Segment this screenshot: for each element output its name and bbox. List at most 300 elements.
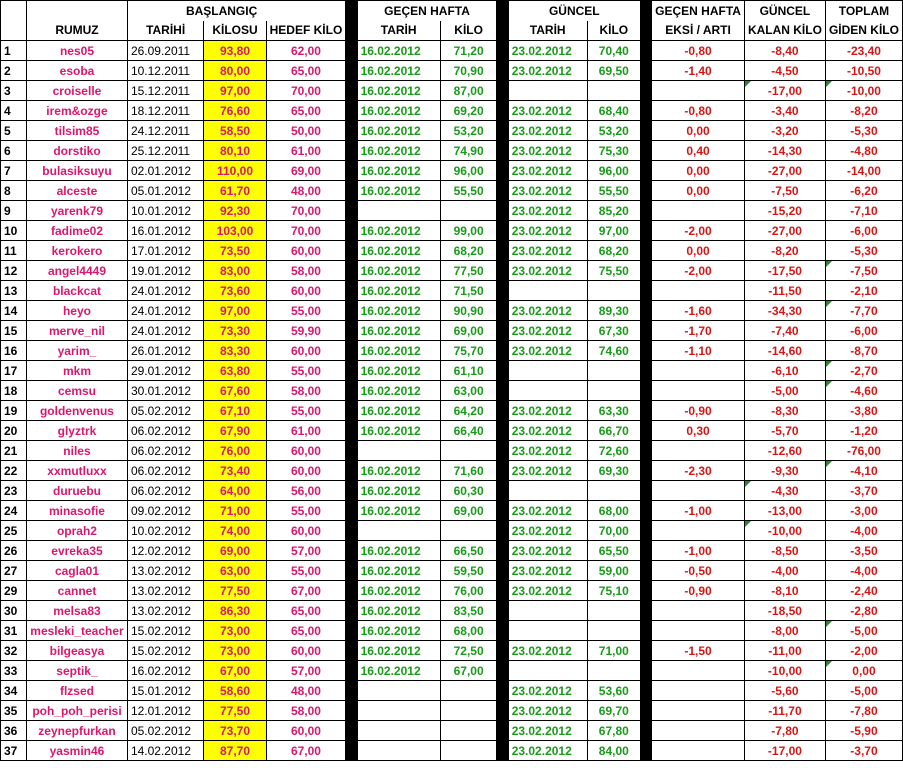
row-number[interactable]: 20	[1, 421, 27, 441]
remaining-weight-cell[interactable]: -18,50	[744, 601, 825, 621]
remaining-weight-cell[interactable]: -6,10	[744, 361, 825, 381]
start-weight-cell[interactable]: 73,00	[204, 641, 266, 661]
last-week-weight-cell[interactable]: 72,50	[440, 641, 497, 661]
remaining-weight-cell[interactable]: -14,60	[744, 341, 825, 361]
last-week-weight-cell[interactable]: 76,00	[440, 581, 497, 601]
start-weight-cell[interactable]: 73,40	[204, 461, 266, 481]
weekly-change-cell[interactable]: -0,80	[652, 41, 745, 61]
current-weight-cell[interactable]: 67,30	[587, 321, 640, 341]
weekly-change-cell[interactable]	[652, 521, 745, 541]
weekly-change-cell[interactable]: -0,90	[652, 581, 745, 601]
nickname-cell[interactable]: heyo	[27, 301, 128, 321]
row-number[interactable]: 4	[1, 101, 27, 121]
start-date-cell[interactable]: 09.02.2012	[127, 501, 203, 521]
current-weight-cell[interactable]: 70,40	[587, 41, 640, 61]
current-date-cell[interactable]: 23.02.2012	[508, 321, 587, 341]
total-lost-cell[interactable]: -3,80	[825, 401, 902, 421]
row-number[interactable]: 11	[1, 241, 27, 261]
weekly-change-cell[interactable]	[652, 81, 745, 101]
total-lost-cell[interactable]: -4,00	[825, 561, 902, 581]
weekly-change-cell[interactable]	[652, 621, 745, 641]
row-number[interactable]: 3	[1, 81, 27, 101]
total-lost-cell[interactable]: -14,00	[825, 161, 902, 181]
last-week-weight-cell[interactable]: 69,00	[440, 501, 497, 521]
start-date-cell[interactable]: 16.01.2012	[127, 221, 203, 241]
target-weight-cell[interactable]: 65,00	[266, 101, 346, 121]
nickname-cell[interactable]: esoba	[27, 61, 128, 81]
nickname-cell[interactable]: kerokero	[27, 241, 128, 261]
last-week-date-cell[interactable]	[357, 681, 440, 701]
last-week-date-cell[interactable]	[357, 741, 440, 761]
current-weight-cell[interactable]: 65,50	[587, 541, 640, 561]
start-weight-cell[interactable]: 67,00	[204, 661, 266, 681]
current-date-cell[interactable]	[508, 81, 587, 101]
weekly-change-cell[interactable]: -0,80	[652, 101, 745, 121]
last-week-date-cell[interactable]: 16.02.2012	[357, 421, 440, 441]
remaining-weight-cell[interactable]: -7,50	[744, 181, 825, 201]
nickname-cell[interactable]: tilsim85	[27, 121, 128, 141]
target-weight-cell[interactable]: 60,00	[266, 441, 346, 461]
start-weight-cell[interactable]: 58,50	[204, 121, 266, 141]
total-lost-cell[interactable]: -8,20	[825, 101, 902, 121]
current-date-cell[interactable]: 23.02.2012	[508, 461, 587, 481]
current-date-cell[interactable]: 23.02.2012	[508, 141, 587, 161]
target-weight-cell[interactable]: 55,00	[266, 401, 346, 421]
weekly-change-cell[interactable]	[652, 441, 745, 461]
current-date-cell[interactable]: 23.02.2012	[508, 561, 587, 581]
current-weight-cell[interactable]: 53,60	[587, 681, 640, 701]
remaining-weight-cell[interactable]: -8,00	[744, 621, 825, 641]
current-weight-cell[interactable]: 69,30	[587, 461, 640, 481]
nickname-cell[interactable]: merve_nil	[27, 321, 128, 341]
start-weight-cell[interactable]: 67,60	[204, 381, 266, 401]
start-date-cell[interactable]: 26.01.2012	[127, 341, 203, 361]
remaining-weight-cell[interactable]: -17,50	[744, 261, 825, 281]
total-lost-cell[interactable]: -10,00	[825, 81, 902, 101]
remaining-weight-cell[interactable]: -8,30	[744, 401, 825, 421]
current-weight-cell[interactable]: 63,30	[587, 401, 640, 421]
current-date-cell[interactable]: 23.02.2012	[508, 41, 587, 61]
last-week-date-cell[interactable]: 16.02.2012	[357, 61, 440, 81]
nickname-cell[interactable]: nes05	[27, 41, 128, 61]
remaining-weight-cell[interactable]: -10,00	[744, 661, 825, 681]
nickname-cell[interactable]: duruebu	[27, 481, 128, 501]
last-week-weight-cell[interactable]: 55,50	[440, 181, 497, 201]
weekly-change-cell[interactable]: -2,00	[652, 221, 745, 241]
nickname-cell[interactable]: blackcat	[27, 281, 128, 301]
row-number[interactable]: 13	[1, 281, 27, 301]
start-date-cell[interactable]: 15.12.2011	[127, 81, 203, 101]
current-weight-cell[interactable]: 68,00	[587, 501, 640, 521]
weekly-change-cell[interactable]: -1,50	[652, 641, 745, 661]
nickname-cell[interactable]: yasmin46	[27, 741, 128, 761]
start-date-cell[interactable]: 15.02.2012	[127, 621, 203, 641]
current-date-cell[interactable]: 23.02.2012	[508, 401, 587, 421]
row-number[interactable]: 21	[1, 441, 27, 461]
current-date-cell[interactable]: 23.02.2012	[508, 301, 587, 321]
start-weight-cell[interactable]: 74,00	[204, 521, 266, 541]
row-number[interactable]: 17	[1, 361, 27, 381]
weekly-change-cell[interactable]	[652, 381, 745, 401]
last-week-date-cell[interactable]: 16.02.2012	[357, 241, 440, 261]
start-date-cell[interactable]: 30.01.2012	[127, 381, 203, 401]
current-date-cell[interactable]	[508, 281, 587, 301]
current-date-cell[interactable]: 23.02.2012	[508, 501, 587, 521]
target-weight-cell[interactable]: 58,00	[266, 261, 346, 281]
start-weight-cell[interactable]: 87,70	[204, 741, 266, 761]
current-date-cell[interactable]	[508, 621, 587, 641]
current-weight-cell[interactable]: 75,30	[587, 141, 640, 161]
weekly-change-cell[interactable]	[652, 281, 745, 301]
row-number[interactable]: 27	[1, 561, 27, 581]
total-lost-cell[interactable]: -5,90	[825, 721, 902, 741]
remaining-weight-cell[interactable]: -10,00	[744, 521, 825, 541]
start-date-cell[interactable]: 25.12.2011	[127, 141, 203, 161]
current-weight-cell[interactable]: 72,60	[587, 441, 640, 461]
nickname-cell[interactable]: oprah2	[27, 521, 128, 541]
start-weight-cell[interactable]: 61,70	[204, 181, 266, 201]
weekly-change-cell[interactable]	[652, 361, 745, 381]
start-date-cell[interactable]: 24.01.2012	[127, 281, 203, 301]
current-date-cell[interactable]	[508, 601, 587, 621]
remaining-weight-cell[interactable]: -8,10	[744, 581, 825, 601]
weekly-change-cell[interactable]: -2,30	[652, 461, 745, 481]
start-weight-cell[interactable]: 103,00	[204, 221, 266, 241]
row-number[interactable]: 14	[1, 301, 27, 321]
remaining-weight-cell[interactable]: -5,00	[744, 381, 825, 401]
total-lost-cell[interactable]: -6,00	[825, 321, 902, 341]
total-lost-cell[interactable]: -5,00	[825, 681, 902, 701]
start-date-cell[interactable]: 10.12.2011	[127, 61, 203, 81]
current-date-cell[interactable]: 23.02.2012	[508, 721, 587, 741]
start-date-cell[interactable]: 10.01.2012	[127, 201, 203, 221]
total-lost-cell[interactable]: -7,70	[825, 301, 902, 321]
last-week-date-cell[interactable]: 16.02.2012	[357, 181, 440, 201]
target-weight-cell[interactable]: 60,00	[266, 461, 346, 481]
last-week-weight-cell[interactable]	[440, 201, 497, 221]
nickname-cell[interactable]: glyztrk	[27, 421, 128, 441]
last-week-date-cell[interactable]: 16.02.2012	[357, 221, 440, 241]
weekly-change-cell[interactable]	[652, 681, 745, 701]
last-week-weight-cell[interactable]: 96,00	[440, 161, 497, 181]
total-lost-cell[interactable]: -1,20	[825, 421, 902, 441]
nickname-cell[interactable]: croiselle	[27, 81, 128, 101]
current-weight-cell[interactable]: 89,30	[587, 301, 640, 321]
current-weight-cell[interactable]: 96,00	[587, 161, 640, 181]
last-week-weight-cell[interactable]: 70,90	[440, 61, 497, 81]
target-weight-cell[interactable]: 70,00	[266, 81, 346, 101]
start-weight-cell[interactable]: 110,00	[204, 161, 266, 181]
current-weight-cell[interactable]: 69,70	[587, 701, 640, 721]
start-date-cell[interactable]: 06.02.2012	[127, 421, 203, 441]
weekly-change-cell[interactable]: -0,90	[652, 401, 745, 421]
nickname-cell[interactable]: yarenk79	[27, 201, 128, 221]
target-weight-cell[interactable]: 61,00	[266, 141, 346, 161]
last-week-weight-cell[interactable]	[440, 741, 497, 761]
total-lost-cell[interactable]: -7,10	[825, 201, 902, 221]
row-number[interactable]: 12	[1, 261, 27, 281]
start-date-cell[interactable]: 24.01.2012	[127, 301, 203, 321]
remaining-weight-cell[interactable]: -11,70	[744, 701, 825, 721]
row-number[interactable]: 22	[1, 461, 27, 481]
row-number[interactable]: 35	[1, 701, 27, 721]
last-week-date-cell[interactable]	[357, 721, 440, 741]
last-week-weight-cell[interactable]	[440, 521, 497, 541]
current-weight-cell[interactable]: 71,00	[587, 641, 640, 661]
remaining-weight-cell[interactable]: -27,00	[744, 161, 825, 181]
current-weight-cell[interactable]	[587, 361, 640, 381]
last-week-weight-cell[interactable]: 69,00	[440, 321, 497, 341]
start-weight-cell[interactable]: 64,00	[204, 481, 266, 501]
start-date-cell[interactable]: 06.02.2012	[127, 481, 203, 501]
target-weight-cell[interactable]: 60,00	[266, 721, 346, 741]
last-week-weight-cell[interactable]: 67,00	[440, 661, 497, 681]
last-week-date-cell[interactable]: 16.02.2012	[357, 81, 440, 101]
current-weight-cell[interactable]: 68,20	[587, 241, 640, 261]
last-week-date-cell[interactable]: 16.02.2012	[357, 161, 440, 181]
weekly-change-cell[interactable]: 0,00	[652, 241, 745, 261]
current-date-cell[interactable]: 23.02.2012	[508, 641, 587, 661]
last-week-date-cell[interactable]: 16.02.2012	[357, 641, 440, 661]
last-week-weight-cell[interactable]: 68,20	[440, 241, 497, 261]
total-lost-cell[interactable]: -4,00	[825, 521, 902, 541]
weekly-change-cell[interactable]	[652, 601, 745, 621]
current-weight-cell[interactable]	[587, 281, 640, 301]
last-week-weight-cell[interactable]: 66,40	[440, 421, 497, 441]
last-week-weight-cell[interactable]: 71,50	[440, 281, 497, 301]
nickname-cell[interactable]: cagla01	[27, 561, 128, 581]
current-weight-cell[interactable]	[587, 381, 640, 401]
last-week-date-cell[interactable]	[357, 201, 440, 221]
current-date-cell[interactable]: 23.02.2012	[508, 241, 587, 261]
start-date-cell[interactable]: 06.02.2012	[127, 461, 203, 481]
nickname-cell[interactable]: angel4449	[27, 261, 128, 281]
current-date-cell[interactable]: 23.02.2012	[508, 161, 587, 181]
target-weight-cell[interactable]: 56,00	[266, 481, 346, 501]
remaining-weight-cell[interactable]: -4,30	[744, 481, 825, 501]
target-weight-cell[interactable]: 65,00	[266, 601, 346, 621]
nickname-cell[interactable]: mkm	[27, 361, 128, 381]
remaining-weight-cell[interactable]: -8,20	[744, 241, 825, 261]
last-week-date-cell[interactable]: 16.02.2012	[357, 401, 440, 421]
row-number[interactable]: 34	[1, 681, 27, 701]
start-weight-cell[interactable]: 76,00	[204, 441, 266, 461]
current-weight-cell[interactable]	[587, 601, 640, 621]
remaining-weight-cell[interactable]: -17,00	[744, 81, 825, 101]
start-date-cell[interactable]: 17.01.2012	[127, 241, 203, 261]
total-lost-cell[interactable]: -3,70	[825, 741, 902, 761]
row-number[interactable]: 1	[1, 41, 27, 61]
total-lost-cell[interactable]: -2,10	[825, 281, 902, 301]
start-date-cell[interactable]: 12.02.2012	[127, 541, 203, 561]
row-number[interactable]: 37	[1, 741, 27, 761]
current-weight-cell[interactable]	[587, 621, 640, 641]
current-weight-cell[interactable]: 55,50	[587, 181, 640, 201]
current-date-cell[interactable]	[508, 481, 587, 501]
current-date-cell[interactable]: 23.02.2012	[508, 181, 587, 201]
weekly-change-cell[interactable]: -1,00	[652, 541, 745, 561]
start-weight-cell[interactable]: 93,80	[204, 41, 266, 61]
start-weight-cell[interactable]: 63,00	[204, 561, 266, 581]
last-week-date-cell[interactable]: 16.02.2012	[357, 581, 440, 601]
weekly-change-cell[interactable]	[652, 201, 745, 221]
last-week-date-cell[interactable]: 16.02.2012	[357, 41, 440, 61]
nickname-cell[interactable]: fadime02	[27, 221, 128, 241]
target-weight-cell[interactable]: 50,00	[266, 121, 346, 141]
last-week-weight-cell[interactable]: 63,00	[440, 381, 497, 401]
target-weight-cell[interactable]: 60,00	[266, 521, 346, 541]
nickname-cell[interactable]: melsa83	[27, 601, 128, 621]
last-week-weight-cell[interactable]	[440, 721, 497, 741]
start-weight-cell[interactable]: 77,50	[204, 581, 266, 601]
last-week-weight-cell[interactable]: 68,00	[440, 621, 497, 641]
target-weight-cell[interactable]: 61,00	[266, 421, 346, 441]
weekly-change-cell[interactable]	[652, 661, 745, 681]
start-date-cell[interactable]: 02.01.2012	[127, 161, 203, 181]
last-week-weight-cell[interactable]: 59,50	[440, 561, 497, 581]
current-date-cell[interactable]: 23.02.2012	[508, 201, 587, 221]
start-date-cell[interactable]: 18.12.2011	[127, 101, 203, 121]
weekly-change-cell[interactable]: -1,10	[652, 341, 745, 361]
weekly-change-cell[interactable]	[652, 481, 745, 501]
row-number[interactable]: 9	[1, 201, 27, 221]
current-date-cell[interactable]: 23.02.2012	[508, 741, 587, 761]
last-week-weight-cell[interactable]: 83,50	[440, 601, 497, 621]
current-date-cell[interactable]: 23.02.2012	[508, 61, 587, 81]
total-lost-cell[interactable]: -2,00	[825, 641, 902, 661]
total-lost-cell[interactable]: -7,50	[825, 261, 902, 281]
start-weight-cell[interactable]: 73,00	[204, 621, 266, 641]
total-lost-cell[interactable]: -3,50	[825, 541, 902, 561]
target-weight-cell[interactable]: 65,00	[266, 61, 346, 81]
weekly-change-cell[interactable]: 0,00	[652, 181, 745, 201]
start-date-cell[interactable]: 13.02.2012	[127, 561, 203, 581]
nickname-cell[interactable]: alceste	[27, 181, 128, 201]
target-weight-cell[interactable]: 55,00	[266, 361, 346, 381]
current-date-cell[interactable]: 23.02.2012	[508, 541, 587, 561]
last-week-weight-cell[interactable]: 87,00	[440, 81, 497, 101]
start-weight-cell[interactable]: 92,30	[204, 201, 266, 221]
remaining-weight-cell[interactable]: -17,00	[744, 741, 825, 761]
current-weight-cell[interactable]: 97,00	[587, 221, 640, 241]
current-date-cell[interactable]: 23.02.2012	[508, 701, 587, 721]
weekly-change-cell[interactable]	[652, 701, 745, 721]
start-weight-cell[interactable]: 69,00	[204, 541, 266, 561]
weekly-change-cell[interactable]: 0,30	[652, 421, 745, 441]
row-number[interactable]: 29	[1, 581, 27, 601]
nickname-cell[interactable]: bulasiksuyu	[27, 161, 128, 181]
row-number[interactable]: 33	[1, 661, 27, 681]
start-weight-cell[interactable]: 76,60	[204, 101, 266, 121]
last-week-weight-cell[interactable]: 61,10	[440, 361, 497, 381]
start-date-cell[interactable]: 24.12.2011	[127, 121, 203, 141]
start-weight-cell[interactable]: 80,10	[204, 141, 266, 161]
remaining-weight-cell[interactable]: -11,00	[744, 641, 825, 661]
row-number[interactable]: 19	[1, 401, 27, 421]
target-weight-cell[interactable]: 58,00	[266, 381, 346, 401]
last-week-date-cell[interactable]: 16.02.2012	[357, 281, 440, 301]
current-weight-cell[interactable]	[587, 81, 640, 101]
current-date-cell[interactable]	[508, 381, 587, 401]
row-number[interactable]: 25	[1, 521, 27, 541]
last-week-weight-cell[interactable]: 66,50	[440, 541, 497, 561]
start-date-cell[interactable]: 05.02.2012	[127, 721, 203, 741]
last-week-weight-cell[interactable]	[440, 681, 497, 701]
total-lost-cell[interactable]: -6,00	[825, 221, 902, 241]
weekly-change-cell[interactable]: 0,40	[652, 141, 745, 161]
nickname-cell[interactable]: flzsed	[27, 681, 128, 701]
start-date-cell[interactable]: 14.02.2012	[127, 741, 203, 761]
current-date-cell[interactable]: 23.02.2012	[508, 221, 587, 241]
total-lost-cell[interactable]: -5,30	[825, 241, 902, 261]
start-date-cell[interactable]: 12.01.2012	[127, 701, 203, 721]
row-number[interactable]: 10	[1, 221, 27, 241]
target-weight-cell[interactable]: 58,00	[266, 701, 346, 721]
remaining-weight-cell[interactable]: -15,20	[744, 201, 825, 221]
current-date-cell[interactable]: 23.02.2012	[508, 441, 587, 461]
current-date-cell[interactable]: 23.02.2012	[508, 101, 587, 121]
target-weight-cell[interactable]: 57,00	[266, 541, 346, 561]
current-weight-cell[interactable]: 85,20	[587, 201, 640, 221]
target-weight-cell[interactable]: 60,00	[266, 341, 346, 361]
nickname-cell[interactable]: xxmutluxx	[27, 461, 128, 481]
last-week-date-cell[interactable]: 16.02.2012	[357, 121, 440, 141]
last-week-date-cell[interactable]	[357, 521, 440, 541]
last-week-date-cell[interactable]: 16.02.2012	[357, 601, 440, 621]
target-weight-cell[interactable]: 70,00	[266, 221, 346, 241]
last-week-date-cell[interactable]	[357, 701, 440, 721]
nickname-cell[interactable]: irem&ozge	[27, 101, 128, 121]
nickname-cell[interactable]: poh_poh_perisi	[27, 701, 128, 721]
nickname-cell[interactable]: evreka35	[27, 541, 128, 561]
start-date-cell[interactable]: 24.01.2012	[127, 321, 203, 341]
row-number[interactable]: 8	[1, 181, 27, 201]
start-weight-cell[interactable]: 77,50	[204, 701, 266, 721]
total-lost-cell[interactable]: -6,20	[825, 181, 902, 201]
remaining-weight-cell[interactable]: -9,30	[744, 461, 825, 481]
start-date-cell[interactable]: 26.09.2011	[127, 41, 203, 61]
start-date-cell[interactable]: 29.01.2012	[127, 361, 203, 381]
start-weight-cell[interactable]: 83,30	[204, 341, 266, 361]
start-weight-cell[interactable]: 73,70	[204, 721, 266, 741]
current-date-cell[interactable]: 23.02.2012	[508, 421, 587, 441]
nickname-cell[interactable]: zeynepfurkan	[27, 721, 128, 741]
nickname-cell[interactable]: septik_	[27, 661, 128, 681]
start-date-cell[interactable]: 06.02.2012	[127, 441, 203, 461]
target-weight-cell[interactable]: 70,00	[266, 201, 346, 221]
last-week-date-cell[interactable]: 16.02.2012	[357, 661, 440, 681]
remaining-weight-cell[interactable]: -27,00	[744, 221, 825, 241]
last-week-date-cell[interactable]: 16.02.2012	[357, 481, 440, 501]
total-lost-cell[interactable]: -4,60	[825, 381, 902, 401]
last-week-date-cell[interactable]: 16.02.2012	[357, 101, 440, 121]
last-week-date-cell[interactable]: 16.02.2012	[357, 621, 440, 641]
total-lost-cell[interactable]: -5,30	[825, 121, 902, 141]
total-lost-cell[interactable]: -10,50	[825, 61, 902, 81]
current-weight-cell[interactable]: 70,00	[587, 521, 640, 541]
target-weight-cell[interactable]: 48,00	[266, 681, 346, 701]
last-week-weight-cell[interactable]: 90,90	[440, 301, 497, 321]
current-date-cell[interactable]: 23.02.2012	[508, 681, 587, 701]
total-lost-cell[interactable]: 0,00	[825, 661, 902, 681]
start-weight-cell[interactable]: 97,00	[204, 301, 266, 321]
last-week-weight-cell[interactable]: 71,60	[440, 461, 497, 481]
start-date-cell[interactable]: 19.01.2012	[127, 261, 203, 281]
row-number[interactable]: 26	[1, 541, 27, 561]
last-week-weight-cell[interactable]: 69,20	[440, 101, 497, 121]
weekly-change-cell[interactable]	[652, 721, 745, 741]
remaining-weight-cell[interactable]: -5,60	[744, 681, 825, 701]
